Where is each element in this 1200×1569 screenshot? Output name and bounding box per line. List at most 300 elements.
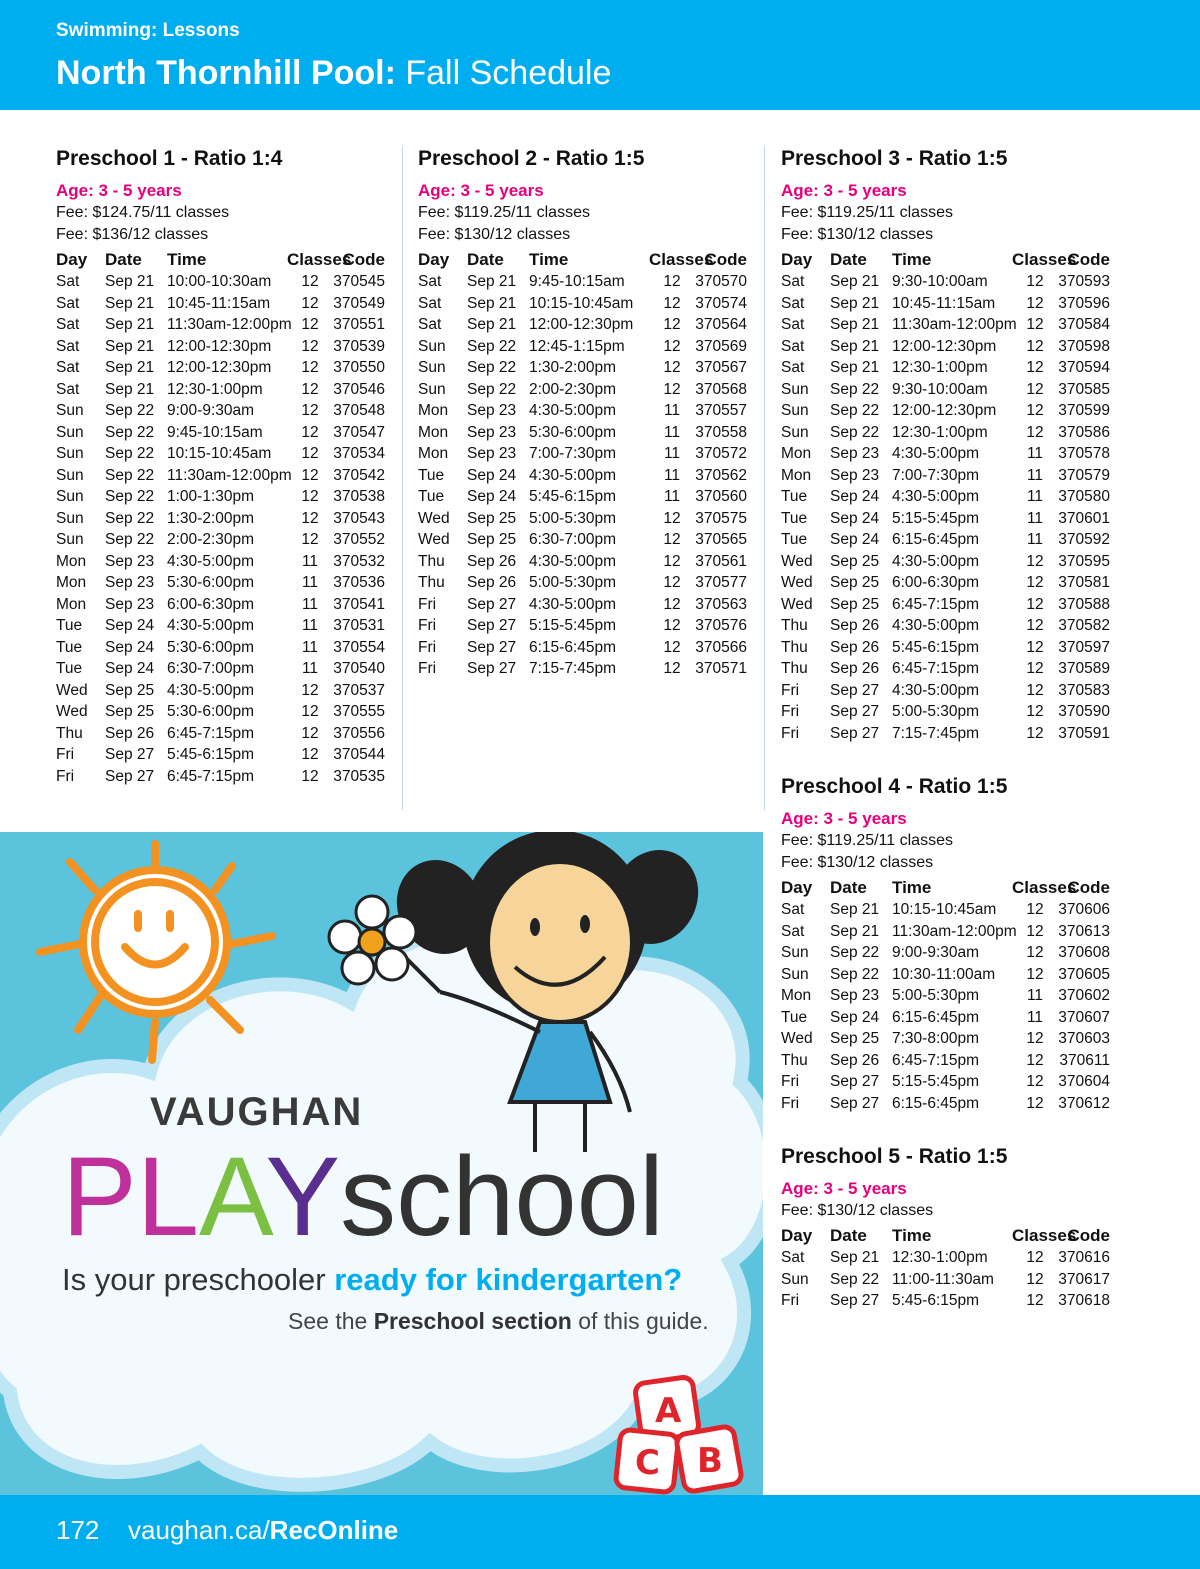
table-cell: Sun (781, 944, 809, 961)
column-header: Classes (1012, 250, 1077, 269)
column-header: Time (892, 250, 932, 269)
table-cell: Sep 21 (105, 273, 155, 290)
table-cell: 11:30am-12:00pm (892, 922, 1017, 940)
table-row (781, 723, 1111, 745)
table-cell: 370548 (333, 402, 385, 419)
table-cell: Sep 22 (830, 965, 880, 983)
table-cell: 11 (301, 638, 319, 656)
table-cell: 11 (1026, 1008, 1044, 1026)
table-cell: Sep 22 (467, 380, 517, 398)
table-row (418, 508, 748, 530)
table-row (418, 658, 748, 680)
table-cell: 370598 (1058, 337, 1110, 355)
table-cell: 370564 (695, 316, 747, 333)
table-cell: Sep 21 (830, 273, 880, 290)
table-cell: Fri (781, 724, 800, 742)
table-row (56, 400, 386, 422)
table-cell: 370576 (695, 617, 747, 634)
table-cell: Mon (418, 445, 449, 462)
table-cell: Sat (781, 316, 805, 333)
table-row (56, 615, 386, 637)
column-header: Time (892, 878, 932, 897)
table-cell: 12 (301, 703, 319, 720)
table-cell: Sun (781, 380, 809, 398)
table-cell: 370577 (695, 574, 747, 591)
table-cell: 370563 (695, 595, 747, 613)
table-cell: Sun (56, 509, 84, 527)
table-row (781, 658, 1111, 680)
table-cell: Wed (418, 531, 450, 548)
table-cell: 7:00-7:30pm (892, 466, 980, 484)
table-cell: 12 (301, 337, 319, 355)
column-header: Time (529, 250, 569, 269)
table-row (781, 400, 1111, 422)
table-cell: 370594 (1058, 359, 1110, 376)
table-row (781, 529, 1111, 551)
table-cell: 12 (1026, 552, 1044, 570)
table-cell: 4:30-5:00pm (167, 681, 255, 699)
table-row (56, 465, 386, 487)
table-cell: 370616 (1058, 1249, 1110, 1266)
age-range: Age: 3 - 5 years (56, 181, 182, 200)
block-letter: B (697, 1441, 723, 1481)
table-cell: Sep 21 (467, 273, 517, 290)
table-cell: Sep 21 (830, 1249, 880, 1266)
fee-line: Fee: $130/12 classes (418, 226, 571, 243)
table-row (56, 271, 386, 293)
table-row (781, 551, 1111, 573)
table-cell: Wed (781, 574, 813, 591)
table-cell: 5:45-6:15pm (892, 638, 980, 656)
table-row (418, 637, 748, 659)
table-cell: Sep 27 (830, 681, 880, 699)
table-cell: Sep 26 (105, 724, 155, 742)
table-cell: Sep 27 (830, 1094, 880, 1112)
column-header: Classes (649, 250, 714, 269)
table-cell: 12 (1026, 337, 1044, 355)
table-row (781, 572, 1111, 594)
table-cell: Sep 24 (105, 638, 155, 656)
schedule-header-row (781, 876, 1111, 899)
schedule-table (418, 248, 748, 680)
table-cell: 7:15-7:45pm (529, 660, 617, 677)
column-divider (764, 146, 765, 810)
table-cell: 12 (301, 724, 319, 742)
table-row (781, 271, 1111, 293)
fee-line: Fee: $119.25/11 classes (781, 832, 953, 849)
table-cell: 4:30-5:00pm (892, 552, 980, 570)
table-cell: Sep 24 (105, 660, 155, 677)
table-cell: Sep 21 (467, 316, 517, 333)
schedule-table (781, 876, 1111, 1114)
table-cell: 6:45-7:15pm (167, 724, 255, 742)
table-cell: 370611 (1059, 1051, 1110, 1069)
table-row (781, 921, 1111, 943)
table-cell: Sat (56, 359, 80, 376)
table-row (56, 701, 386, 723)
table-cell: 370560 (695, 488, 747, 505)
program-preschool-3 (781, 146, 1111, 744)
table-cell: 370582 (1058, 617, 1110, 634)
table-cell: 12 (663, 380, 681, 398)
table-cell: Sun (56, 531, 84, 548)
table-cell: Sun (781, 402, 809, 419)
table-cell: 10:30-11:00am (892, 965, 996, 983)
table-cell: 370608 (1058, 944, 1110, 961)
table-cell: 5:30-6:00pm (167, 703, 255, 720)
column-header: Time (167, 250, 207, 269)
table-cell: Sat (56, 294, 80, 312)
table-cell: Sep 21 (830, 359, 880, 376)
table-cell: 370581 (1058, 574, 1110, 591)
table-cell: Sat (418, 316, 442, 333)
table-cell: Thu (781, 1051, 808, 1069)
section-kicker: Swimming: Lessons (56, 20, 240, 41)
table-cell: Sep 25 (830, 595, 880, 613)
table-cell: 5:30-6:00pm (529, 423, 617, 441)
table-cell: 11 (663, 402, 681, 419)
table-cell: 12 (663, 638, 681, 656)
table-cell: Fri (56, 746, 75, 763)
table-cell: 370589 (1058, 660, 1110, 677)
table-cell: 12 (663, 595, 681, 613)
table-cell: 12:45-1:15pm (529, 337, 625, 355)
table-row (781, 465, 1111, 487)
brand-letter-y: Y (265, 1134, 341, 1259)
table-row (418, 400, 748, 422)
table-cell: Sep 25 (830, 1030, 880, 1047)
table-cell: 4:30-5:00pm (892, 488, 980, 505)
table-cell: 6:15-6:45pm (529, 638, 617, 656)
age-range: Age: 3 - 5 years (781, 1179, 907, 1198)
fee-line: Fee: $119.25/11 classes (418, 204, 590, 221)
table-row (418, 615, 748, 637)
table-cell: 11 (301, 574, 319, 591)
schedule-header-row (418, 248, 748, 271)
table-cell: Sat (781, 337, 805, 355)
table-row (781, 1071, 1111, 1093)
table-cell: Mon (56, 595, 87, 613)
table-cell: Sun (56, 423, 84, 441)
table-cell: Sun (418, 380, 446, 398)
table-cell: 10:45-11:15am (167, 294, 271, 312)
table-cell: 5:00-5:30pm (529, 509, 617, 527)
brand-letter-p: P (62, 1134, 137, 1259)
table-cell: Sep 23 (830, 987, 880, 1004)
table-cell: 370593 (1058, 273, 1110, 290)
fee-line: Fee: $124.75/11 classes (56, 204, 230, 221)
table-row (781, 379, 1111, 401)
footer-link-pre: vaughan.ca/ (128, 1515, 270, 1545)
table-cell: Sep 25 (105, 703, 155, 720)
table-cell: 9:45-10:15am (167, 423, 263, 441)
table-cell: Mon (56, 552, 87, 570)
table-cell: 12 (301, 466, 319, 484)
table-cell: 370595 (1058, 552, 1110, 570)
table-cell: 370618 (1058, 1292, 1110, 1309)
table-cell: 370551 (333, 316, 385, 333)
table-cell: Tue (418, 466, 445, 484)
table-cell: Sep 23 (105, 574, 155, 591)
table-cell: 9:30-10:00am (892, 380, 988, 398)
table-cell: 12:30-1:00pm (892, 423, 988, 441)
table-cell: 12 (1026, 359, 1044, 376)
table-cell: 4:30-5:00pm (529, 402, 617, 419)
table-row (781, 899, 1111, 921)
table-row (56, 293, 386, 315)
table-cell: 4:30-5:00pm (529, 552, 617, 570)
table-cell: 12 (301, 402, 319, 419)
ad-headline (62, 1262, 682, 1298)
table-cell: Sep 22 (105, 509, 155, 527)
table-cell: Sep 22 (105, 402, 155, 419)
table-cell: 2:00-2:30pm (167, 531, 255, 548)
table-cell: 370549 (333, 294, 385, 312)
table-cell: 12 (301, 359, 319, 376)
table-cell: 6:30-7:00pm (167, 660, 255, 677)
table-cell: Sep 25 (105, 681, 155, 699)
table-row (781, 357, 1111, 379)
table-cell: 370566 (695, 638, 747, 656)
table-cell: 12 (1026, 1249, 1044, 1266)
table-cell: 12 (301, 445, 319, 462)
table-cell: 370542 (333, 466, 385, 484)
table-cell: 370543 (333, 509, 385, 527)
table-row (781, 1028, 1111, 1050)
table-cell: 6:45-7:15pm (892, 660, 980, 677)
table-cell: 12 (1026, 660, 1044, 677)
table-cell: Sep 22 (105, 423, 155, 441)
table-cell: Tue (781, 531, 808, 548)
table-cell: 7:30-8:00pm (892, 1030, 980, 1047)
table-cell: 11 (663, 488, 681, 505)
program-preschool-1 (56, 146, 386, 787)
column-header: Date (830, 878, 867, 897)
table-cell: 4:30-5:00pm (892, 681, 980, 699)
table-cell: 5:15-5:45pm (892, 1073, 980, 1090)
table-row (418, 271, 748, 293)
table-cell: Sep 21 (105, 380, 155, 398)
ad-subline-pre: See the (288, 1308, 374, 1334)
table-cell: 11 (663, 423, 681, 441)
table-row (781, 637, 1111, 659)
table-row (56, 508, 386, 530)
table-cell: Fri (781, 681, 800, 699)
table-cell: 5:30-6:00pm (167, 638, 255, 656)
table-cell: 9:00-9:30am (892, 944, 980, 961)
table-cell: Tue (56, 638, 83, 656)
table-cell: Sep 27 (105, 767, 155, 785)
age-range: Age: 3 - 5 years (781, 181, 907, 200)
sun-icon (40, 844, 272, 1060)
table-cell: Sep 27 (830, 703, 880, 720)
table-cell: 12 (663, 552, 681, 570)
table-cell: Sep 27 (467, 617, 517, 634)
table-cell: 370580 (1058, 488, 1110, 505)
table-cell: Thu (418, 552, 445, 570)
column-header: Code (342, 250, 385, 269)
table-cell: 12 (1026, 1094, 1044, 1112)
table-cell: Sat (56, 380, 80, 398)
table-cell: Fri (781, 703, 800, 720)
table-cell: 12:00-12:30pm (167, 337, 272, 355)
table-cell: Sep 21 (105, 316, 155, 333)
table-cell: Mon (418, 423, 449, 441)
table-cell: 11:30am-12:00pm (167, 316, 292, 333)
table-cell: 10:15-10:45am (892, 901, 997, 918)
table-cell: Fri (781, 1292, 800, 1309)
table-cell: 370597 (1058, 638, 1110, 656)
table-cell: 12 (663, 509, 681, 527)
block-letter: A (655, 1391, 682, 1431)
table-cell: Wed (781, 1030, 813, 1047)
table-cell: 11 (1026, 488, 1044, 505)
table-cell: 12:00-12:30pm (892, 402, 997, 419)
table-cell: 370613 (1058, 922, 1110, 940)
table-cell: 370570 (695, 273, 747, 290)
table-cell: Sun (56, 445, 84, 462)
table-cell: Sep 22 (105, 488, 155, 505)
table-row (56, 744, 386, 766)
table-cell: 12 (663, 660, 681, 677)
table-cell: Thu (781, 660, 808, 677)
table-cell: Tue (781, 488, 808, 505)
table-cell: 370590 (1058, 703, 1110, 720)
table-cell: Sep 24 (467, 466, 517, 484)
table-cell: 370534 (333, 445, 385, 462)
column-header: Day (781, 1226, 813, 1245)
table-cell: Sep 23 (105, 552, 155, 570)
table-cell: 370575 (695, 509, 747, 527)
table-cell: Sep 25 (467, 531, 517, 548)
table-cell: 12 (663, 359, 681, 376)
table-cell: 370557 (695, 402, 747, 419)
table-row (781, 680, 1111, 702)
table-cell: 7:00-7:30pm (529, 445, 617, 462)
table-row (781, 1093, 1111, 1115)
ad-headline-bold: ready for kindergarten? (334, 1262, 683, 1297)
table-cell: 370555 (333, 703, 385, 720)
table-row (56, 336, 386, 358)
table-cell: 5:45-6:15pm (892, 1292, 980, 1309)
schedule-header-row (781, 248, 1111, 271)
table-cell: 370541 (333, 595, 385, 613)
table-cell: 1:30-2:00pm (167, 509, 255, 527)
table-row (781, 508, 1111, 530)
table-cell: 11 (1026, 445, 1044, 462)
table-cell: Fri (56, 767, 75, 785)
table-cell: 370565 (695, 531, 747, 548)
table-cell: 370561 (695, 552, 747, 570)
table-cell: 12 (1026, 380, 1044, 398)
table-cell: 370569 (695, 337, 747, 355)
table-cell: Tue (56, 617, 83, 634)
table-cell: Tue (781, 1008, 808, 1026)
table-cell: 12 (1026, 294, 1044, 312)
table-cell: 6:15-6:45pm (892, 1094, 980, 1112)
table-cell: 370552 (333, 531, 385, 548)
column-header: Day (418, 250, 450, 269)
table-cell: 12 (1026, 574, 1044, 591)
table-cell: 5:00-5:30pm (529, 574, 617, 591)
table-cell: Fri (781, 1094, 800, 1112)
table-cell: 370602 (1058, 987, 1110, 1004)
table-cell: Sep 27 (830, 1073, 880, 1090)
table-row (56, 766, 386, 788)
table-cell: Tue (56, 660, 83, 677)
table-row (418, 551, 748, 573)
table-cell: 370532 (333, 552, 385, 570)
table-cell: Sep 24 (105, 617, 155, 634)
table-row (781, 1007, 1111, 1029)
table-row (418, 465, 748, 487)
table-cell: 12 (301, 294, 319, 312)
fee-line: Fee: $130/12 classes (781, 1202, 934, 1219)
table-row (781, 594, 1111, 616)
fee-line: Fee: $130/12 classes (781, 854, 934, 871)
table-cell: 12 (1026, 1270, 1044, 1288)
footer-link[interactable] (128, 1515, 398, 1546)
table-cell: 11 (1026, 987, 1044, 1004)
table-cell: Sep 21 (830, 337, 880, 355)
column-header: Date (830, 250, 867, 269)
table-row (56, 379, 386, 401)
column-header: Time (892, 1226, 932, 1245)
table-cell: Sat (56, 273, 80, 290)
column-header: Date (467, 250, 504, 269)
table-cell: 11 (1026, 466, 1044, 484)
table-cell: 5:00-5:30pm (892, 987, 980, 1004)
table-cell: 370572 (695, 445, 747, 462)
table-cell: Sep 24 (830, 531, 880, 548)
table-cell: Sat (418, 294, 442, 312)
schedule-header-row (781, 1224, 1111, 1247)
table-cell: Sep 23 (467, 402, 517, 419)
table-cell: Sat (56, 337, 80, 355)
table-cell: 370585 (1058, 380, 1110, 398)
table-cell: 6:45-7:15pm (167, 767, 255, 785)
table-cell: Wed (781, 595, 813, 613)
ad-subline (288, 1308, 709, 1335)
table-cell: Sep 21 (105, 337, 155, 355)
table-cell: 12 (1026, 273, 1044, 290)
table-cell: Mon (56, 574, 87, 591)
table-cell: Fri (418, 660, 437, 677)
table-cell: 370578 (1058, 445, 1110, 462)
program-title: Preschool 3 - Ratio 1:5 (781, 147, 1008, 170)
brand-playschool (62, 1132, 664, 1262)
table-cell: 370545 (333, 273, 385, 290)
table-cell: Sep 21 (105, 294, 155, 312)
table-cell: Sep 24 (467, 488, 517, 505)
table-cell: Fri (418, 617, 437, 634)
table-cell: 12:00-12:30pm (892, 337, 997, 355)
table-cell: 6:45-7:15pm (892, 595, 980, 613)
table-cell: 370607 (1058, 1008, 1110, 1026)
table-row (56, 658, 386, 680)
table-cell: 370544 (333, 746, 385, 763)
table-cell: 12 (1026, 965, 1044, 983)
table-cell: 12 (301, 423, 319, 441)
table-cell: 2:00-2:30pm (529, 380, 617, 398)
table-row (418, 336, 748, 358)
table-row (781, 1247, 1111, 1269)
table-cell: Sep 27 (105, 746, 155, 763)
schedule-table (781, 248, 1111, 744)
table-row (418, 594, 748, 616)
table-row (418, 357, 748, 379)
table-cell: Sep 27 (830, 724, 880, 742)
